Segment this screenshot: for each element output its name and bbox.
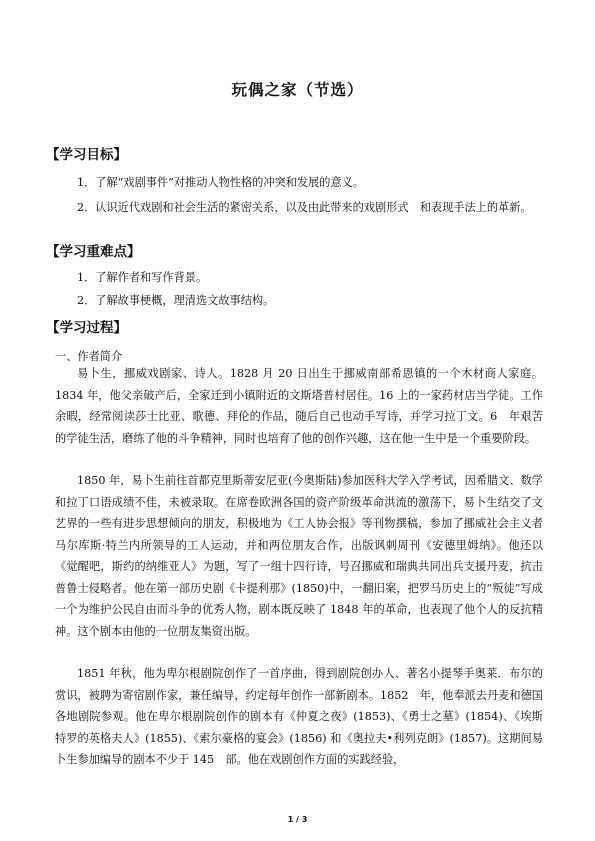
- author-intro-subheading: 一、作者简介: [55, 350, 123, 363]
- page-number: 1 / 3: [287, 815, 308, 824]
- key-points-item-2: 2．了解故事梗概，理清选文故事结构。: [77, 294, 275, 307]
- author-paragraph-3: 1851 年秋，他为卑尔根剧院创作了一首序曲，得到剧院创办人、著名小提琴手奥莱．布尔的赏识，被聘为寄宿剧作家，兼任编导，约定每年创作一部新剧本。1852 年，他奉派去丹麦和德国各地剧院参观。他在卑尔根剧院创作的剧本有《仲夏之夜》(1853)、《勇士之墓》(1854)、《埃斯特罗的英格夫人》(1855)、《索尔豪格的宴会》(1856) 和《奥拉夫•利列克朗》(1857)。这期间易卜生参加编导的剧本不少于 145 部。他在戏剧创作方面的实践经验，: [55, 667, 543, 766]
- key-points-item-1: 1．了解作者和写作背景。: [77, 271, 208, 284]
- process-heading: 【学习过程】: [46, 320, 127, 336]
- author-paragraph-2: 1850 年，易卜生前往首都克里斯蒂安尼亚(今奥斯陆)参加医科大学入学考试，因希腊文、数学和拉丁口语成绩不佳，未被录取。在席卷欧洲各国的资产阶级革命洪流的激荡下，易卜生结交了文艺界的一些有进步思想倾向的朋友，积极地为《工人协会报》等刊物撰稿，参加了挪威社会主义者马尔库斯·特兰内所领导的工人运动，并和两位朋友合作，出版讽刺周刊《安德里姆纳》。他还以《觉醒吧，斯约的纳维亚人》为题，写了一组十四行诗，号召挪威和瑞典共同出兵支援丹麦，抗击普鲁士侵略者。他在第一部历史剧《卡提利那》(1850)中，一翻旧案，把罗马历史上的“叛徒”写成一个为维护公民自由而斗争的优秀人物，剧本既反映了 1848 年的革命，也表现了他个人的反抗精神。这个剧本由他的一位朋友集资出版。: [55, 474, 543, 638]
- document-title: 玩偶之家（节选）: [231, 81, 364, 99]
- goals-item-2: 2．认识近代戏剧和社会生活的紧密关系，以及由此带来的戏剧形式 和表现手法上的革新。: [77, 201, 532, 214]
- goals-item-1: 1．了解“戏剧事件”对推动人物性格的冲突和发展的意义。: [77, 176, 365, 189]
- key-points-heading: 【学习重难点】: [46, 244, 141, 260]
- goals-heading: 【学习目标】: [46, 147, 127, 163]
- author-paragraph-1: 易卜生，挪威戏剧家、诗人。1828 月 20 日出生于挪威南部希恩镇的一个木材商人家庭。1834 年，他父亲破产后，全家迁到小镇附近的文斯塔普村居住。16 上的一家药材店当学徒。工作余暇，经常阅读莎士比亚、歌德、拜伦的作品，随后自己也动手写诗，并学习拉丁文。6 年艰苦的学徒生活，磨练了他的斗争精神，同时也培育了他的创作兴趣，这在他一生中是一个重要阶段。: [55, 367, 543, 445]
